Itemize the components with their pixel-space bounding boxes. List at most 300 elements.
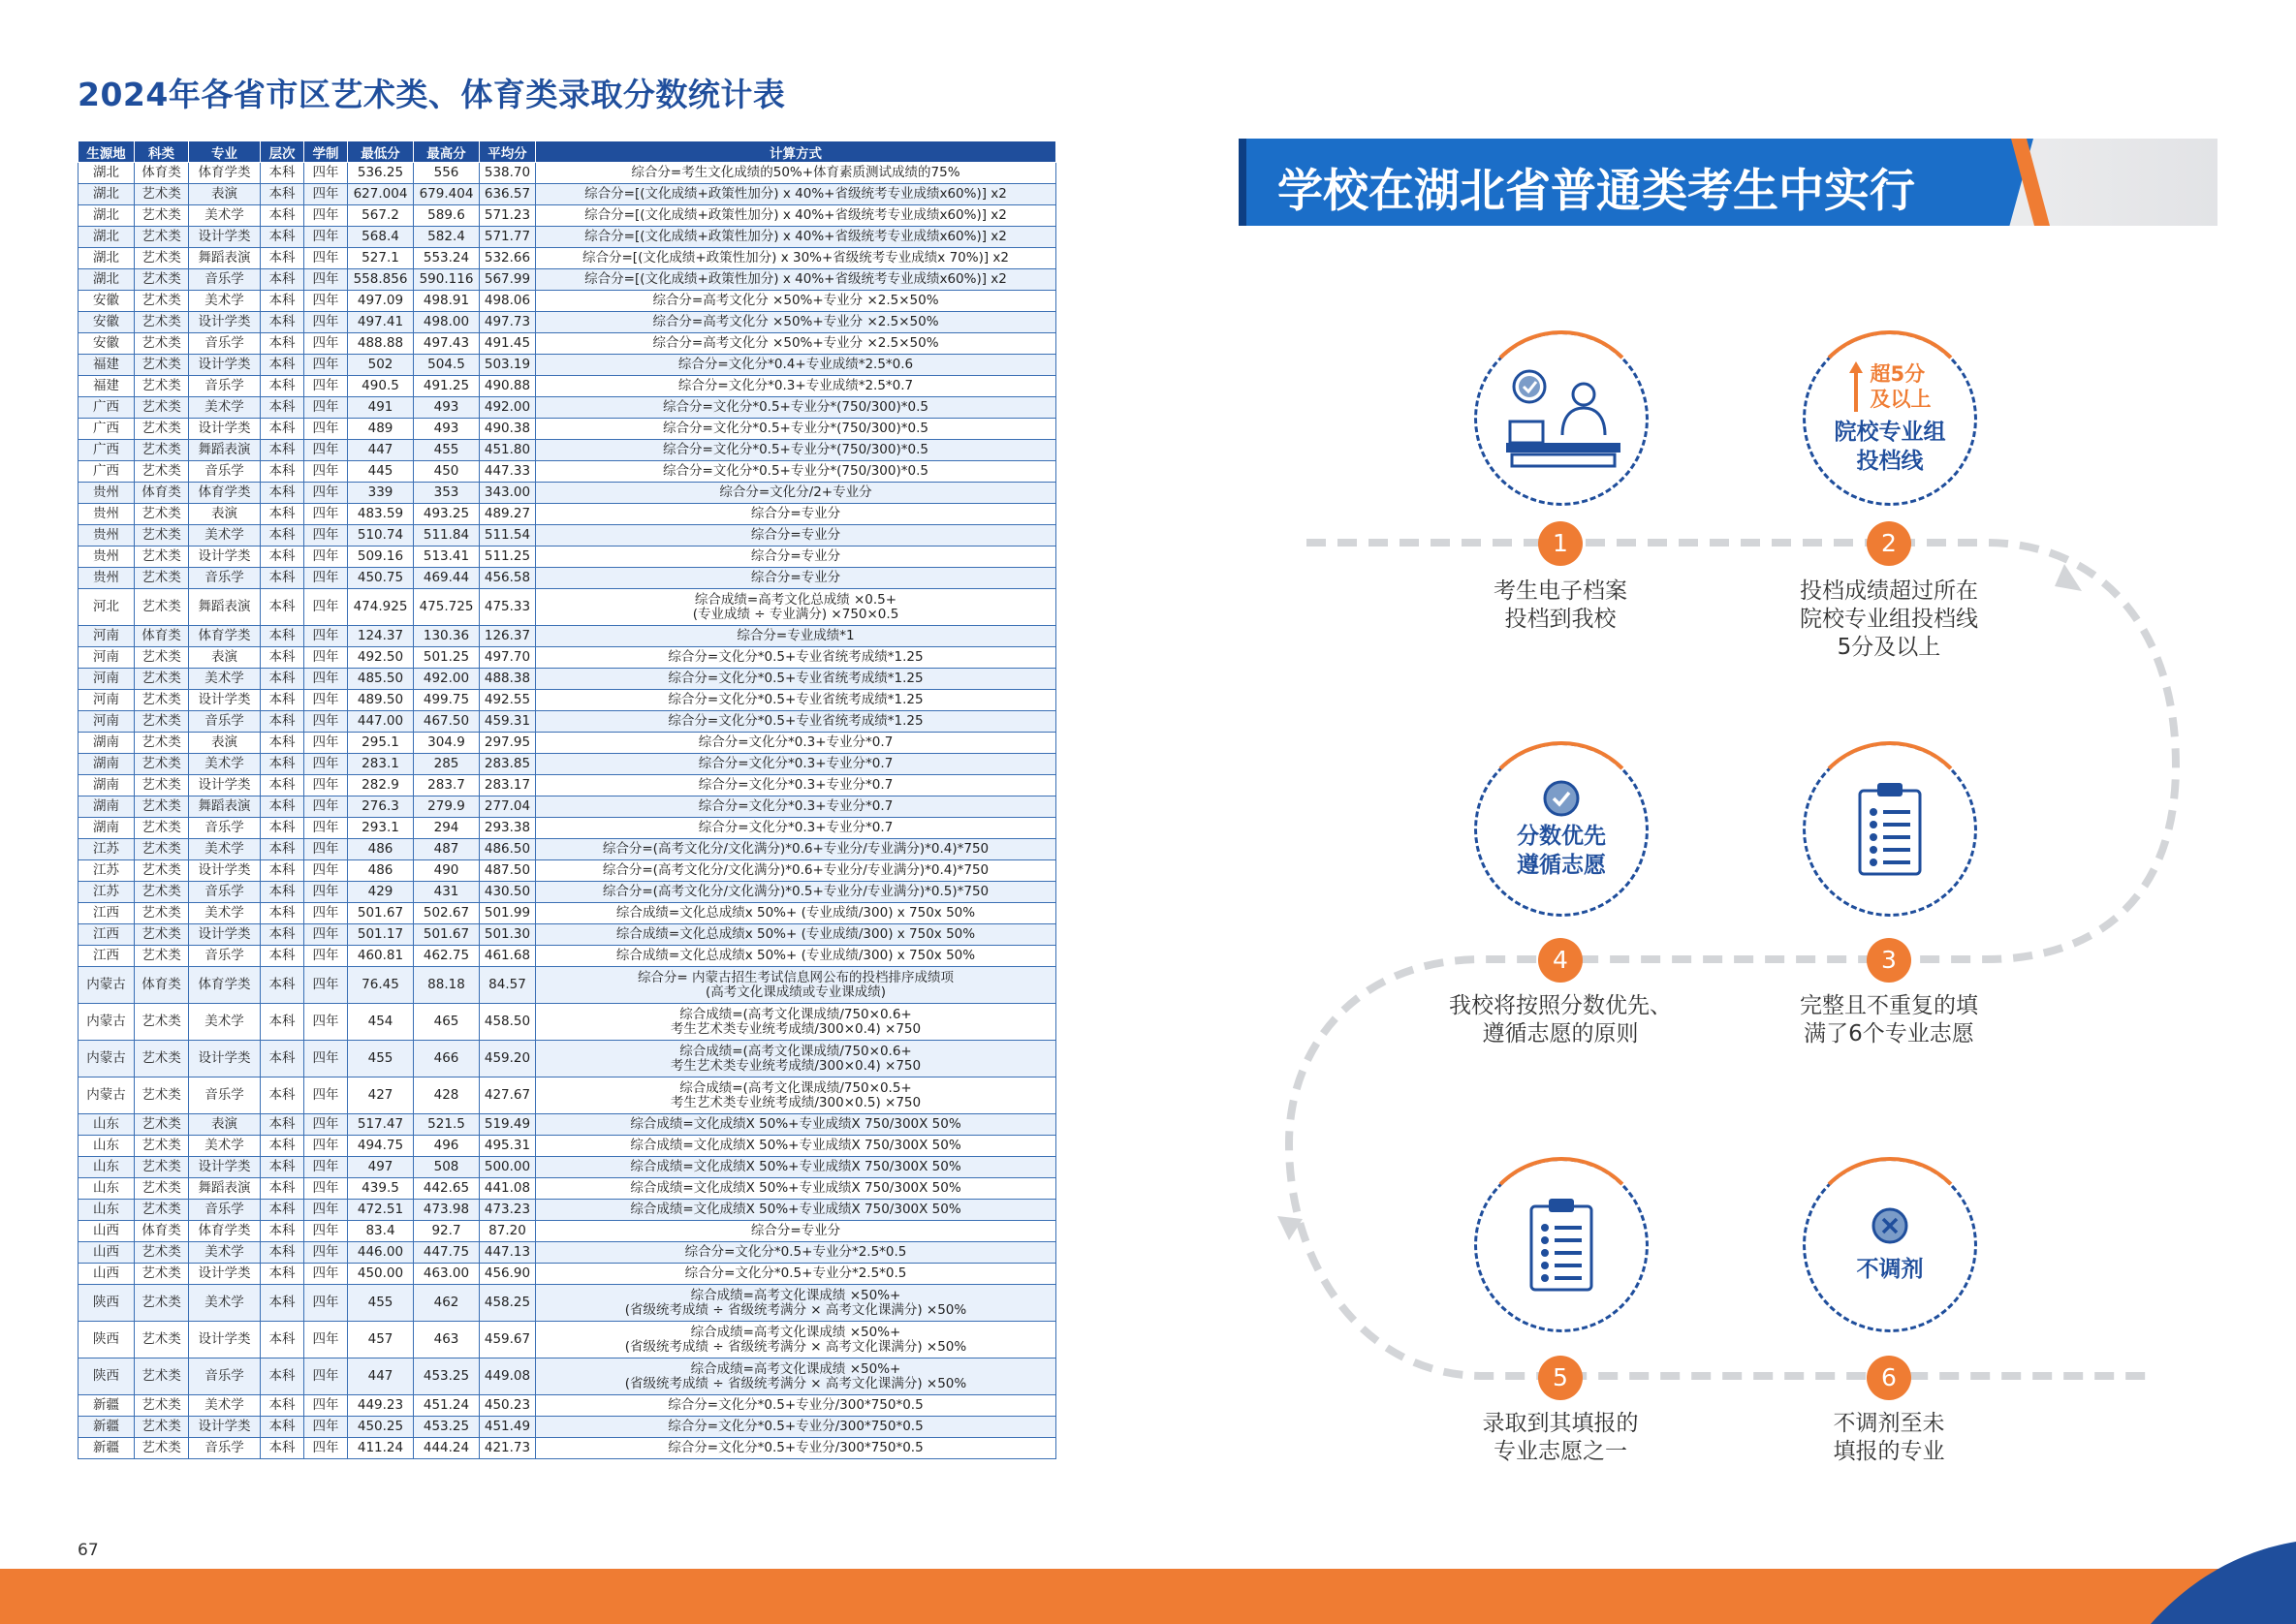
table-cell: 音乐学 xyxy=(189,946,261,967)
table-cell: 江西 xyxy=(79,946,135,967)
table-row xyxy=(79,1242,1056,1264)
table-cell: 综合分=文化分*0.3+专业分*0.7 xyxy=(536,733,1056,754)
table-cell: 湖北 xyxy=(79,163,135,184)
table-cell: 本科 xyxy=(261,547,304,568)
table-cell: 556 xyxy=(414,163,480,184)
table-cell: 四年 xyxy=(304,184,348,205)
table-cell: 493 xyxy=(414,419,480,440)
table-cell: 92.7 xyxy=(414,1221,480,1242)
table-cell: 综合成绩=(高考文化课成绩/750×0.6+ 考生艺术类专业统考成绩/300×0.4) ×750 xyxy=(536,1041,1056,1077)
table-cell: 综合分=文化分*0.5+专业省统考成绩*1.25 xyxy=(536,647,1056,669)
table-cell: 表演 xyxy=(189,1114,261,1136)
table-cell: 279.9 xyxy=(414,796,480,818)
step6-number: 6 xyxy=(1867,1356,1911,1400)
table-cell: 四年 xyxy=(304,1004,348,1041)
table-cell: 艺术类 xyxy=(135,269,189,291)
table-cell: 四年 xyxy=(304,291,348,312)
table-row xyxy=(79,248,1056,269)
column-header: 层次 xyxy=(261,141,304,163)
table-cell: 综合分=文化分*0.5+专业分*(750/300)*0.5 xyxy=(536,440,1056,461)
table-cell: 四年 xyxy=(304,568,348,589)
table-cell: 496 xyxy=(414,1136,480,1157)
table-cell: 四年 xyxy=(304,1136,348,1157)
table-cell: 491.45 xyxy=(480,333,536,355)
table-cell: 河南 xyxy=(79,669,135,690)
table-cell: 455 xyxy=(414,440,480,461)
table-cell: 497 xyxy=(348,1157,414,1178)
table-cell: 体育类 xyxy=(135,626,189,647)
table-cell: 河南 xyxy=(79,647,135,669)
table-row xyxy=(79,733,1056,754)
table-cell: 美术学 xyxy=(189,1242,261,1264)
clipboard-icon xyxy=(1856,781,1924,878)
table-cell: 462.75 xyxy=(414,946,480,967)
table-cell: 449.08 xyxy=(480,1359,536,1395)
table-row xyxy=(79,419,1056,440)
table-cell: 490 xyxy=(414,860,480,882)
table-cell: 河南 xyxy=(79,711,135,733)
table-cell: 音乐学 xyxy=(189,1359,261,1395)
table-cell: 湖北 xyxy=(79,227,135,248)
table-cell: 体育学类 xyxy=(189,1221,261,1242)
step3-number: 3 xyxy=(1867,938,1911,983)
table-cell: 四年 xyxy=(304,1114,348,1136)
step2-boost-label: 超5分 及以上 xyxy=(1870,362,1932,411)
table-cell: 新疆 xyxy=(79,1438,135,1459)
table-row xyxy=(79,839,1056,860)
table-cell: 本科 xyxy=(261,525,304,547)
table-cell: 艺术类 xyxy=(135,504,189,525)
table-row xyxy=(79,269,1056,291)
table-cell: 综合分=高考文化分 ×50%+专业分 ×2.5×50% xyxy=(536,333,1056,355)
table-cell: 本科 xyxy=(261,419,304,440)
table-cell: 贵州 xyxy=(79,547,135,568)
x-circle-icon xyxy=(1871,1206,1909,1245)
table-row xyxy=(79,775,1056,796)
table-cell: 486 xyxy=(348,839,414,860)
table-cell: 音乐学 xyxy=(189,818,261,839)
table-cell: 568.4 xyxy=(348,227,414,248)
table-cell: 458.25 xyxy=(480,1285,536,1322)
table-cell: 本科 xyxy=(261,163,304,184)
table-cell: 四年 xyxy=(304,525,348,547)
table-cell: 四年 xyxy=(304,483,348,504)
footer-orange-bar xyxy=(0,1569,2296,1624)
table-row xyxy=(79,184,1056,205)
table-cell: 四年 xyxy=(304,818,348,839)
table-cell: 439.5 xyxy=(348,1178,414,1200)
table-cell: 河南 xyxy=(79,626,135,647)
table-cell: 283.1 xyxy=(348,754,414,775)
table-cell: 山东 xyxy=(79,1157,135,1178)
table-row xyxy=(79,1136,1056,1157)
table-cell: 艺术类 xyxy=(135,1285,189,1322)
table-cell: 488.88 xyxy=(348,333,414,355)
table-cell: 511.25 xyxy=(480,547,536,568)
table-cell: 艺术类 xyxy=(135,1041,189,1077)
table-cell: 艺术类 xyxy=(135,796,189,818)
table-cell: 广西 xyxy=(79,461,135,483)
table-row xyxy=(79,589,1056,626)
table-cell: 综合分=专业分 xyxy=(536,568,1056,589)
table-cell: 新疆 xyxy=(79,1395,135,1417)
table-cell: 河南 xyxy=(79,690,135,711)
table-cell: 294 xyxy=(414,818,480,839)
page-title: 2024年各省市区艺术类、体育类录取分数统计表 xyxy=(78,76,786,113)
table-row xyxy=(79,754,1056,775)
table-cell: 美术学 xyxy=(189,525,261,547)
table-cell: 艺术类 xyxy=(135,1136,189,1157)
table-cell: 130.36 xyxy=(414,626,480,647)
corner-decoration xyxy=(2151,1542,2296,1624)
table-cell: 456.90 xyxy=(480,1264,536,1285)
table-cell: 艺术类 xyxy=(135,924,189,946)
table-cell: 音乐学 xyxy=(189,376,261,397)
table-cell: 497.43 xyxy=(414,333,480,355)
check-circle-icon xyxy=(1542,779,1581,818)
table-cell: 本科 xyxy=(261,1004,304,1041)
table-cell: 四年 xyxy=(304,903,348,924)
table-cell: 538.70 xyxy=(480,163,536,184)
table-cell: 设计学类 xyxy=(189,1322,261,1359)
table-cell: 429 xyxy=(348,882,414,903)
table-cell: 76.45 xyxy=(348,967,414,1004)
table-cell: 488.38 xyxy=(480,669,536,690)
table-cell: 四年 xyxy=(304,1178,348,1200)
table-cell: 本科 xyxy=(261,860,304,882)
table-cell: 表演 xyxy=(189,647,261,669)
table-cell: 460.81 xyxy=(348,946,414,967)
table-cell: 473.23 xyxy=(480,1200,536,1221)
up-arrow-icon xyxy=(1849,361,1863,412)
table-cell: 江西 xyxy=(79,903,135,924)
table-row xyxy=(79,711,1056,733)
table-cell: 安徽 xyxy=(79,291,135,312)
table-cell: 设计学类 xyxy=(189,1041,261,1077)
table-cell: 艺术类 xyxy=(135,1004,189,1041)
table-cell: 四年 xyxy=(304,1242,348,1264)
table-cell: 285 xyxy=(414,754,480,775)
table-row xyxy=(79,1359,1056,1395)
table-cell: 497.73 xyxy=(480,312,536,333)
table-cell: 内蒙古 xyxy=(79,1041,135,1077)
table-cell: 艺术类 xyxy=(135,1178,189,1200)
table-cell: 综合分=文化分*0.5+专业分*2.5*0.5 xyxy=(536,1264,1056,1285)
table-cell: 综合成绩=(高考文化课成绩/750×0.5+ 考生艺术类专业统考成绩/300×0.5) ×750 xyxy=(536,1077,1056,1114)
table-cell: 450.25 xyxy=(348,1417,414,1438)
table-cell: 489.27 xyxy=(480,504,536,525)
table-row xyxy=(79,690,1056,711)
table-cell: 设计学类 xyxy=(189,355,261,376)
step4-circle xyxy=(1474,742,1649,917)
table-cell: 综合分=文化分*0.5+专业分/300*750*0.5 xyxy=(536,1395,1056,1417)
table-cell: 450 xyxy=(414,461,480,483)
table-cell: 124.37 xyxy=(348,626,414,647)
column-header: 最低分 xyxy=(348,141,414,163)
table-cell: 本科 xyxy=(261,882,304,903)
table-row xyxy=(79,1417,1056,1438)
table-row xyxy=(79,1221,1056,1242)
table-cell: 84.57 xyxy=(480,967,536,1004)
table-cell: 本科 xyxy=(261,818,304,839)
table-cell: 本科 xyxy=(261,1178,304,1200)
table-cell: 490.5 xyxy=(348,376,414,397)
table-cell: 四年 xyxy=(304,1285,348,1322)
table-cell: 353 xyxy=(414,483,480,504)
table-cell: 498.00 xyxy=(414,312,480,333)
table-cell: 陕西 xyxy=(79,1322,135,1359)
table-cell: 本科 xyxy=(261,775,304,796)
table-cell: 艺术类 xyxy=(135,525,189,547)
table-cell: 本科 xyxy=(261,312,304,333)
step4-circle-label: 分数优先 遵循志愿 xyxy=(1517,824,1606,878)
table-cell: 四年 xyxy=(304,1417,348,1438)
table-cell: 四年 xyxy=(304,1438,348,1459)
table-cell: 综合成绩=高考文化课成绩 ×50%+ (省级统考成绩 ÷ 省级统考满分 × 高考文化课满分) ×50% xyxy=(536,1322,1056,1359)
table-cell: 本科 xyxy=(261,754,304,775)
table-cell: 设计学类 xyxy=(189,419,261,440)
table-cell: 88.18 xyxy=(414,967,480,1004)
table-cell: 综合分= 内蒙古招生考试信息网公布的投档排序成绩项 (高考文化课成绩或专业课成绩) xyxy=(536,967,1056,1004)
table-row xyxy=(79,483,1056,504)
table-cell: 本科 xyxy=(261,1322,304,1359)
table-cell: 492.00 xyxy=(414,669,480,690)
table-row xyxy=(79,1178,1056,1200)
table-cell: 343.00 xyxy=(480,483,536,504)
table-cell: 本科 xyxy=(261,967,304,1004)
table-cell: 458.50 xyxy=(480,1004,536,1041)
table-cell: 贵州 xyxy=(79,525,135,547)
table-cell: 282.9 xyxy=(348,775,414,796)
table-cell: 501.67 xyxy=(348,903,414,924)
table-cell: 四年 xyxy=(304,733,348,754)
table-cell: 艺术类 xyxy=(135,1200,189,1221)
table-row xyxy=(79,547,1056,568)
step6-circle-label: 不调剂 xyxy=(1856,1257,1924,1282)
table-cell: 四年 xyxy=(304,1359,348,1395)
table-cell: 湖南 xyxy=(79,754,135,775)
table-cell: 陕西 xyxy=(79,1285,135,1322)
table-cell: 美术学 xyxy=(189,291,261,312)
table-cell: 453.25 xyxy=(414,1417,480,1438)
table-row xyxy=(79,355,1056,376)
table-cell: 舞蹈表演 xyxy=(189,248,261,269)
table-cell: 493 xyxy=(414,397,480,419)
table-cell: 艺术类 xyxy=(135,184,189,205)
column-header: 计算方式 xyxy=(536,141,1056,163)
table-cell: 627.004 xyxy=(348,184,414,205)
archive-desk-icon xyxy=(1498,365,1624,472)
table-cell: 山东 xyxy=(79,1114,135,1136)
table-cell: 493.25 xyxy=(414,504,480,525)
table-cell: 293.38 xyxy=(480,818,536,839)
table-cell: 本科 xyxy=(261,589,304,626)
table-cell: 艺术类 xyxy=(135,1077,189,1114)
table-cell: 447 xyxy=(348,440,414,461)
table-cell: 本科 xyxy=(261,1395,304,1417)
table-cell: 456.58 xyxy=(480,568,536,589)
table-cell: 艺术类 xyxy=(135,733,189,754)
table-row xyxy=(79,397,1056,419)
table-cell: 艺术类 xyxy=(135,1157,189,1178)
step4-text: 我校将按照分数优先、 遵循志愿的原则 xyxy=(1449,993,1672,1046)
table-cell: 462 xyxy=(414,1285,480,1322)
table-row xyxy=(79,1264,1056,1285)
table-cell: 四年 xyxy=(304,967,348,1004)
table-cell: 音乐学 xyxy=(189,711,261,733)
table-cell: 489.50 xyxy=(348,690,414,711)
table-cell: 综合成绩=文化成绩X 50%+专业成绩X 750/300X 50% xyxy=(536,1178,1056,1200)
table-cell: 江西 xyxy=(79,924,135,946)
banner-title: 学校在湖北省普通类考生中实行 xyxy=(1277,165,1915,218)
table-cell: 451.24 xyxy=(414,1395,480,1417)
table-row xyxy=(79,227,1056,248)
table-cell: 贵州 xyxy=(79,568,135,589)
table-cell: 495.31 xyxy=(480,1136,536,1157)
table-cell: 美术学 xyxy=(189,1285,261,1322)
table-cell: 体育学类 xyxy=(189,967,261,1004)
table-cell: 艺术类 xyxy=(135,205,189,227)
table-cell: 450.00 xyxy=(348,1264,414,1285)
table-cell: 431 xyxy=(414,882,480,903)
table-cell: 463 xyxy=(414,1322,480,1359)
table-cell: 综合分=[(文化成绩+政策性加分) x 40%+省级统考专业成绩x60%)] x2 xyxy=(536,184,1056,205)
table-cell: 283.17 xyxy=(480,775,536,796)
table-cell: 艺术类 xyxy=(135,227,189,248)
table-cell: 体育类 xyxy=(135,967,189,1004)
table-cell: 本科 xyxy=(261,1417,304,1438)
table-row xyxy=(79,626,1056,647)
table-cell: 503.19 xyxy=(480,355,536,376)
table-cell: 艺术类 xyxy=(135,754,189,775)
table-cell: 湖南 xyxy=(79,818,135,839)
table-header-row xyxy=(79,141,1056,163)
table-cell: 艺术类 xyxy=(135,818,189,839)
table-cell: 473.98 xyxy=(414,1200,480,1221)
table-cell: 设计学类 xyxy=(189,1417,261,1438)
table-cell: 457 xyxy=(348,1322,414,1359)
table-cell: 艺术类 xyxy=(135,1417,189,1438)
step2-circle-label: 院校专业组 投档线 xyxy=(1834,420,1946,474)
table-row xyxy=(79,1041,1056,1077)
score-table xyxy=(78,141,1056,1459)
table-cell: 453.25 xyxy=(414,1359,480,1395)
table-cell: 艺术类 xyxy=(135,775,189,796)
table-cell: 综合成绩=文化成绩X 50%+专业成绩X 750/300X 50% xyxy=(536,1157,1056,1178)
table-row xyxy=(79,525,1056,547)
table-cell: 四年 xyxy=(304,690,348,711)
table-cell: 490.88 xyxy=(480,376,536,397)
table-cell: 综合分=(高考文化分/文化满分)*0.6+专业分/专业满分)*0.4)*750 xyxy=(536,860,1056,882)
table-row xyxy=(79,1285,1056,1322)
table-cell: 综合分=文化分*0.5+专业分/300*750*0.5 xyxy=(536,1417,1056,1438)
step3-circle xyxy=(1803,742,1977,917)
table-cell: 455 xyxy=(348,1041,414,1077)
table-cell: 447.00 xyxy=(348,711,414,733)
table-cell: 本科 xyxy=(261,946,304,967)
table-cell: 综合分=文化分*0.5+专业省统考成绩*1.25 xyxy=(536,690,1056,711)
table-cell: 安徽 xyxy=(79,312,135,333)
step5-number: 5 xyxy=(1538,1356,1583,1400)
table-cell: 艺术类 xyxy=(135,669,189,690)
table-cell: 艺术类 xyxy=(135,397,189,419)
table-cell: 美术学 xyxy=(189,1136,261,1157)
table-cell: 本科 xyxy=(261,796,304,818)
table-cell: 音乐学 xyxy=(189,333,261,355)
table-cell: 499.75 xyxy=(414,690,480,711)
table-cell: 467.50 xyxy=(414,711,480,733)
table-cell: 四年 xyxy=(304,754,348,775)
step2-circle xyxy=(1803,331,1977,506)
table-cell: 469.44 xyxy=(414,568,480,589)
table-cell: 艺术类 xyxy=(135,376,189,397)
table-cell: 综合分=(高考文化分/文化满分)*0.6+专业分/专业满分)*0.4)*750 xyxy=(536,839,1056,860)
table-cell: 501.17 xyxy=(348,924,414,946)
table-row xyxy=(79,903,1056,924)
table-cell: 体育学类 xyxy=(189,483,261,504)
table-row xyxy=(79,1200,1056,1221)
table-cell: 498.06 xyxy=(480,291,536,312)
table-cell: 表演 xyxy=(189,733,261,754)
table-cell: 295.1 xyxy=(348,733,414,754)
column-header: 学制 xyxy=(304,141,348,163)
table-cell: 综合分=考生文化成绩的50%+体育素质测试成绩的75% xyxy=(536,163,1056,184)
table-cell: 综合成绩=文化总成绩x 50%+ (专业成绩/300) x 750x 50% xyxy=(536,946,1056,967)
table-cell: 艺术类 xyxy=(135,903,189,924)
table-cell: 451.49 xyxy=(480,1417,536,1438)
table-cell: 474.925 xyxy=(348,589,414,626)
table-cell: 内蒙古 xyxy=(79,967,135,1004)
table-row xyxy=(79,860,1056,882)
table-cell: 475.725 xyxy=(414,589,480,626)
table-cell: 艺术类 xyxy=(135,647,189,669)
table-cell: 487.50 xyxy=(480,860,536,882)
table-cell: 449.23 xyxy=(348,1395,414,1417)
table-cell: 553.24 xyxy=(414,248,480,269)
table-cell: 艺术类 xyxy=(135,461,189,483)
table-row xyxy=(79,461,1056,483)
table-cell: 综合成绩=文化成绩X 50%+专业成绩X 750/300X 50% xyxy=(536,1200,1056,1221)
table-cell: 本科 xyxy=(261,839,304,860)
table-cell: 四年 xyxy=(304,312,348,333)
table-cell: 498.91 xyxy=(414,291,480,312)
table-cell: 四年 xyxy=(304,248,348,269)
table-cell: 本科 xyxy=(261,269,304,291)
table-cell: 679.404 xyxy=(414,184,480,205)
table-cell: 本科 xyxy=(261,355,304,376)
table-cell: 本科 xyxy=(261,248,304,269)
table-cell: 521.5 xyxy=(414,1114,480,1136)
step4-number: 4 xyxy=(1538,938,1583,983)
table-cell: 综合分=专业分 xyxy=(536,504,1056,525)
table-cell: 音乐学 xyxy=(189,269,261,291)
table-cell: 艺术类 xyxy=(135,711,189,733)
table-cell: 519.49 xyxy=(480,1114,536,1136)
table-cell: 体育学类 xyxy=(189,163,261,184)
table-cell: 舞蹈表演 xyxy=(189,796,261,818)
table-cell: 本科 xyxy=(261,333,304,355)
table-cell: 558.856 xyxy=(348,269,414,291)
table-cell: 设计学类 xyxy=(189,1157,261,1178)
table-cell: 综合分=文化分*0.5+专业分*(750/300)*0.5 xyxy=(536,419,1056,440)
table-cell: 设计学类 xyxy=(189,775,261,796)
table-cell: 综合分=文化分*0.3+专业分*0.7 xyxy=(536,796,1056,818)
table-cell: 本科 xyxy=(261,1264,304,1285)
table-cell: 设计学类 xyxy=(189,227,261,248)
table-cell: 陕西 xyxy=(79,1359,135,1395)
table-cell: 本科 xyxy=(261,1242,304,1264)
table-row xyxy=(79,669,1056,690)
